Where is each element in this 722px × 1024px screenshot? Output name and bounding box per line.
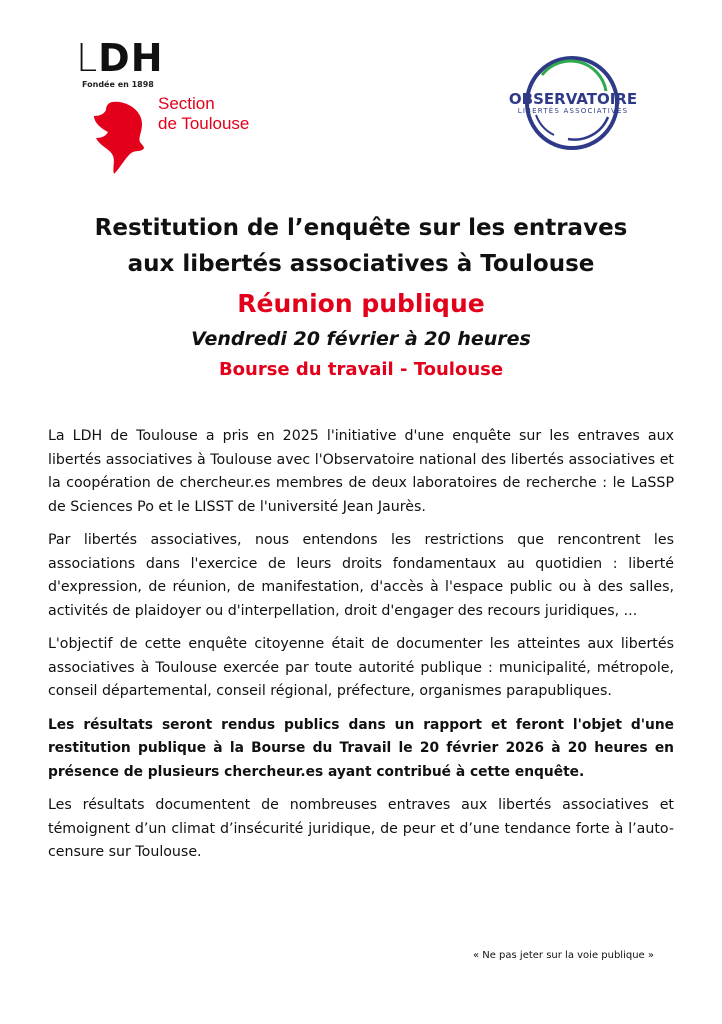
event-date: Vendredi 20 février à 20 heures [191,328,531,350]
paragraph-findings: Les résultats documentent de nombreuses entraves aux libertés associatives et témoignent d’un climat d’insécurité juridique, de peur et d’une tendance forte à l’auto-censure sur Toulouse. [48,797,674,860]
ldh-section-label: Section de Toulouse [158,94,250,133]
ldh-logo [70,38,280,178]
observatoire-subtitle: LIBERTÉS ASSOCIATIVES [517,107,629,115]
paragraph-results-announcement: Les résultats seront rendus publics dans un rapport et feront l'objet d'une restitution publique à la Bourse du Travail le 20 février 2026 à 20 heures en présence de plusieurs chercheur.es ayant contribué à cette enquête. [48,716,674,780]
observatoire-title: OBSERVATOIRE [508,90,638,108]
ldh-wordmark: LDH [76,36,164,80]
ldh-bird-icon [90,98,154,178]
page-title-line-2: aux libertés associatives à Toulouse [127,251,595,277]
page-title-line-1: Restitution de l’enquête sur les entraves [94,215,628,241]
observatoire-logo [502,55,642,155]
paragraph-definition: Par libertés associatives, nous entendons les restrictions que rencontrent les associations dans l'exercice de leurs droits fondamentaux au quotidien : liberté d'expression, de réunion, de manifestation, d'accès à l'espace public ou à des salles, activités de plaidoyer ou d'interpellation, droit d'engager des recours juridiques, ... [48,532,674,619]
meeting-heading: Réunion publique [237,289,485,318]
header-block [0,210,722,386]
body-text [48,425,674,875]
event-venue: Bourse du travail - Toulouse [218,359,504,380]
paragraph-intro: La LDH de Toulouse a pris en 2025 l'initiative d'une enquête sur les entraves aux libertés associatives à Toulouse avec l'Observatoire national des libertés associatives et la coopération de chercheur.es membres de deux laboratoires de recherche : le LaSSP de Sciences Po et le LISST de l'université Jean Jaurès. [48,428,674,515]
footer-note: « Ne pas jeter sur la voie publique » [472,950,654,961]
paragraph-objective: L'objectif de cette enquête citoyenne était de documenter les atteintes aux libertés associatives à Toulouse exercée par toute autorité publique : municipalité, métropole, conseil départemental, conseil régional, préfecture, organismes parapubliques. [48,636,674,699]
ldh-founded-text: Fondée en 1898 [82,80,154,89]
